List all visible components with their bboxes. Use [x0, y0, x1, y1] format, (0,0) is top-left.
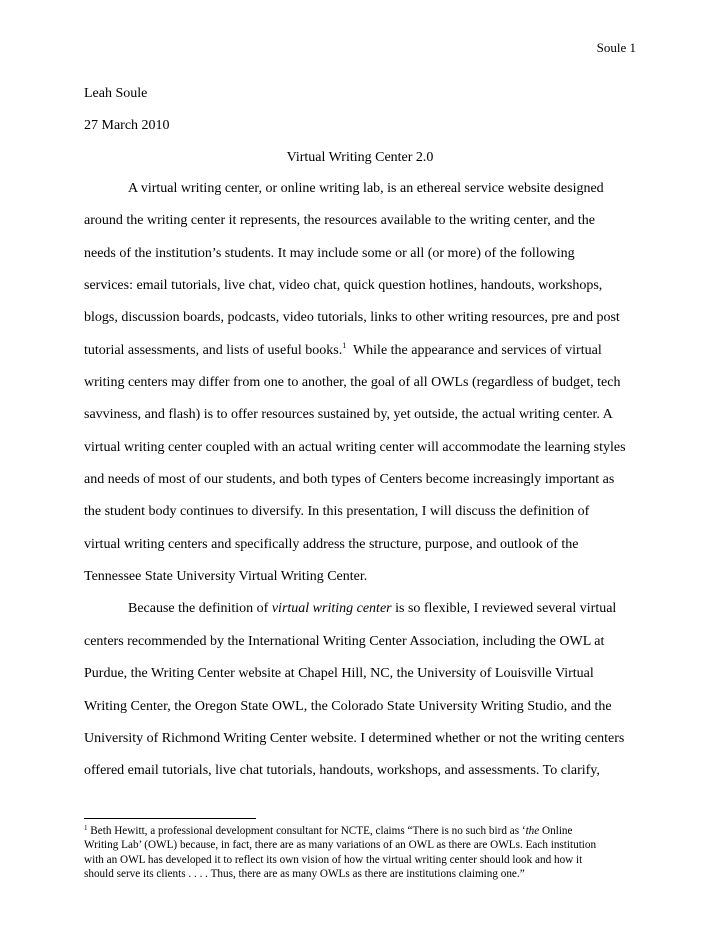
paragraph-line: the student body continues to diversify. In this presentation, I will discuss the definition of	[84, 504, 590, 520]
footnote-line: should serve its clients . . . . Thus, there are as many OWLs as there are institutions claiming one.”	[84, 867, 525, 880]
footnote-line	[84, 824, 644, 838]
paragraph-line: writing centers may differ from one to another, the goal of all OWLs (regardless of budget, tech	[84, 375, 621, 391]
footnote-line: Writing Lab’ (OWL) because, in fact, there are as many variations of an OWL as there are OWLs. Each institution	[84, 839, 597, 852]
author-name: Leah Soule	[84, 86, 148, 101]
line-text: Because the definition of	[128, 601, 272, 617]
paragraph-line: offered email tutorials, live chat tutorials, handouts, workshops, and assessments. To clarify,	[84, 763, 600, 779]
paragraph-line: needs of the institution’s students. It may include some or all (or more) of the following	[84, 245, 575, 261]
paragraph-line: Tennessee State University Virtual Writing Center.	[84, 569, 368, 585]
emphasized-term: virtual writing center	[271, 601, 392, 617]
line-text: While the appearance and services of virtual	[346, 342, 602, 358]
paragraph-line: Writing Center, the Oregon State OWL, the Colorado State University Writing Studio, and the	[84, 698, 612, 714]
paragraph-line: Purdue, the Writing Center website at Chapel Hill, NC, the University of Louisville Virtual	[84, 666, 594, 682]
footnote-divider	[84, 818, 256, 819]
body-text	[84, 180, 644, 795]
paragraph-line: A virtual writing center, or online writing lab, is an ethereal service website designed	[128, 181, 604, 196]
footnote-text: Beth Hewitt, a professional development consultant for NCTE, claims “There is no such bird as ‘	[87, 825, 526, 837]
paragraph-line	[84, 342, 644, 374]
paragraph-line: blogs, discussion boards, podcasts, video tutorials, links to other writing resources, pre and post	[84, 310, 620, 326]
paragraph-line: and needs of most of our students, and both types of Centers become increasingly important as	[84, 472, 615, 488]
footnote-line: with an OWL has developed it to reflect its own vision of how the virtual writing center should look and how it	[84, 853, 583, 866]
paragraph-line: University of Richmond Writing Center website. I determined whether or not the writing centers	[84, 730, 625, 746]
document-date: 27 March 2010	[84, 118, 170, 133]
document-title: Virtual Writing Center 2.0	[286, 150, 434, 165]
paragraph-line: services: email tutorials, live chat, video chat, quick question hotlines, handouts, workshops,	[84, 278, 603, 294]
line-text: tutorial assessments, and lists of useful books.	[84, 342, 343, 358]
footnote-text: Online	[539, 825, 573, 837]
paragraph-line: virtual writing centers and specifically address the structure, purpose, and outlook of the	[84, 536, 579, 552]
paragraph-line: savviness, and flash) is to offer resources sustained by, yet outside, the actual writing center. A	[84, 407, 613, 423]
paragraph-line	[84, 600, 644, 632]
line-text: is so flexible, I reviewed several virtual	[391, 601, 617, 617]
paragraph-line: centers recommended by the International Writing Center Association, including the OWL at	[84, 633, 605, 649]
footnote-number: 1	[84, 824, 88, 832]
paragraph-line: around the writing center it represents, the resources available to the writing center, and the	[84, 213, 596, 229]
footnote-reference: 1	[342, 340, 347, 350]
footnote-emphasis: the	[525, 825, 540, 837]
paragraph-line: virtual writing center coupled with an actual writing center will accommodate the learning styles	[84, 439, 626, 455]
page-header: Soule 1	[596, 40, 636, 55]
footnote	[84, 824, 644, 881]
